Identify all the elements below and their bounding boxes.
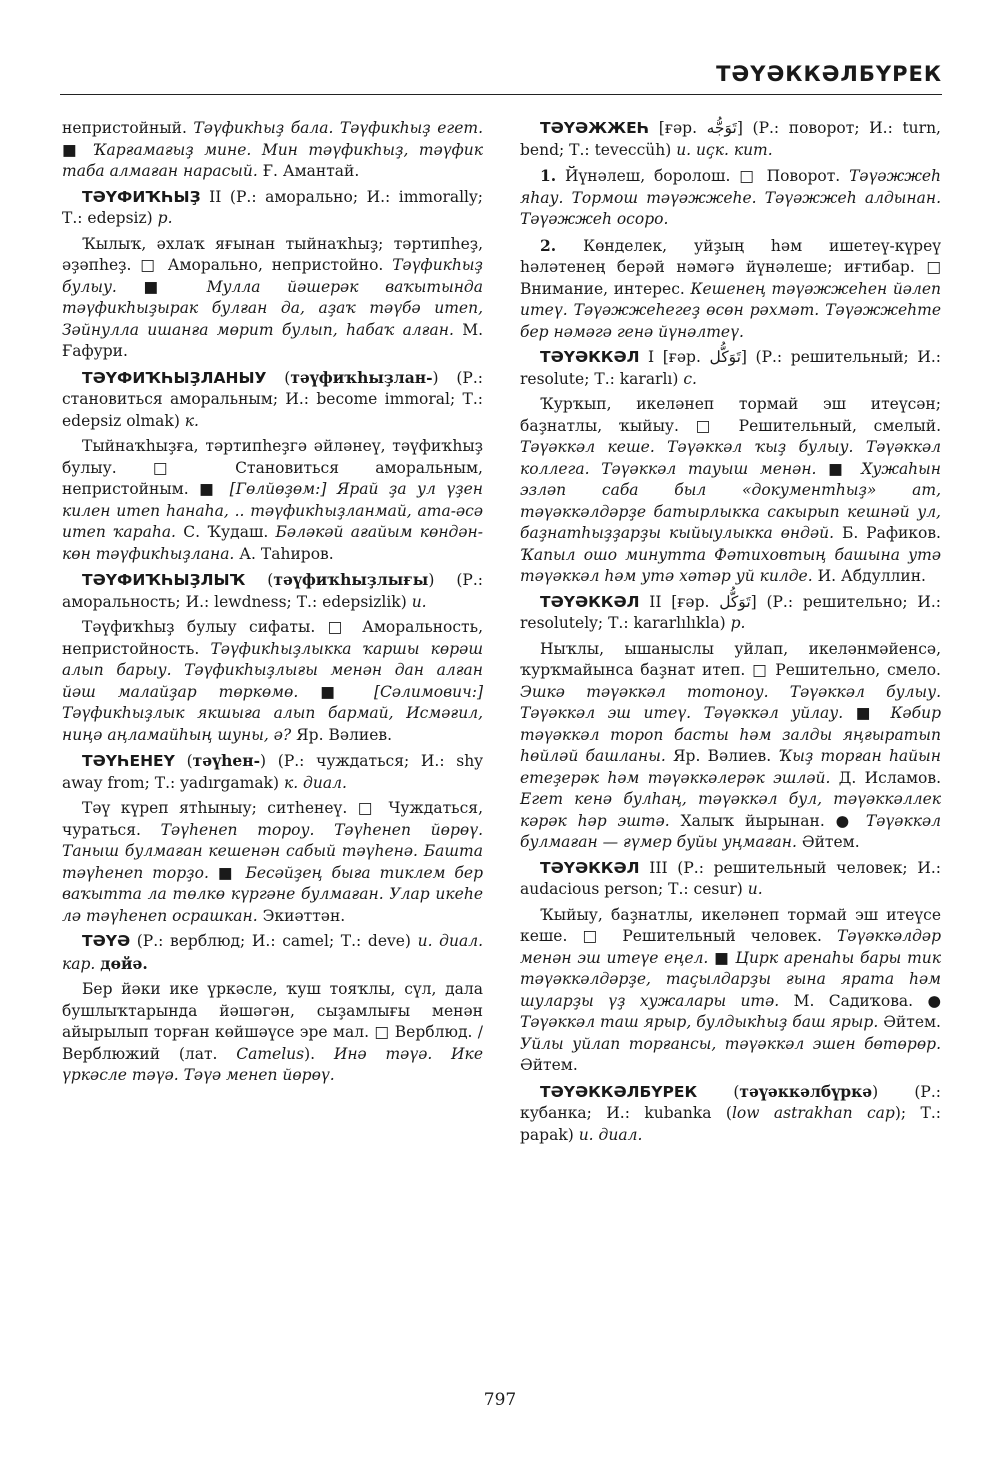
text-segment: ( xyxy=(697,1082,740,1101)
italic-segment: Кәбир тәүәккәл тороп басты һәм залды яңғыратып һөйләй башланы. xyxy=(520,704,941,765)
text-segment: ); Т.: papak) xyxy=(520,1104,942,1144)
continued-text xyxy=(62,118,483,183)
italic-segment: Тәүфикһыҙ бала. Тәүфикһыҙ егет. xyxy=(193,119,484,137)
headword: ТӘҮҺЕНЕҮ xyxy=(82,752,175,770)
text-segment: II [ғәр. تَوَكُّل] (Р.: решительно; И.: resolutely; Т.: kararlılıkla) xyxy=(520,592,941,632)
bold-segment: 2. xyxy=(540,235,557,255)
text-segment: С. Ҡудаш. xyxy=(176,523,276,541)
text-segment: III (Р.: решительный человек; И.: audacious person; Т.: cesur) xyxy=(520,858,941,898)
italic-segment: Camelus xyxy=(236,1044,305,1063)
italic-segment: к. диал. xyxy=(283,773,347,792)
italic-segment: Ҡапыл ошо минутта Фәтиховтың башына утә тәүәккәл һәм утә хәтәр уй килде. xyxy=(520,545,941,585)
text-segment: Тәү күреп ятһыныу; ситһенеү. □ Чуждаться, чураться. xyxy=(62,799,483,839)
bold-segment: дөйә. xyxy=(100,953,148,973)
italic-segment: Тәүәккәл таш ярыр, булдыкһыҙ баш ярыр. xyxy=(520,1013,879,1031)
text-segment: II (Р.: аморально; И.: immorally; Т.: edepsiz) xyxy=(62,187,483,227)
italic-segment: Бесәйҙең быға тиклем бер ваҡытта ла төлкө күргәне булмаған. Улар икеһе лә тәүһенеп осрашкан. xyxy=(62,863,483,925)
text-segment: ) (Р.: чуждаться; И.: shy away from; Т.: yadırgamak) xyxy=(62,752,483,792)
right-column xyxy=(520,118,941,1150)
dictionary-entry xyxy=(520,592,941,635)
headword: ТӘҮФИҠҺЫҘЛАНЫУ xyxy=(82,368,267,387)
headword: ТӘҮӘ xyxy=(82,932,131,950)
italic-segment: Эшкә тәүәккәл тотоноу. Тәүәккәл булыу. Тәүәккәл эш итеү. Тәүәккәл уйлау. xyxy=(520,682,941,722)
text-segment: (Р.: верблюд; И.: camel; Т.: deve) xyxy=(130,932,418,950)
header-rule xyxy=(60,94,942,95)
headword: ТӘҮӘККӘЛ xyxy=(540,348,640,366)
text-segment: ■ xyxy=(708,948,736,967)
text-segment: ■ xyxy=(208,863,246,882)
headword: ТӘҮӘЖЖЕҺ xyxy=(540,119,650,137)
italic-segment: Хужаһын эзләп саба был «документһыҙ» ат, тәүәккәлдәрҙе батырлыкка сакырып кешнәй ул, баҙнатһыҙҙарҙы кыйыулыкка өндәй. xyxy=(520,459,941,542)
text-segment: Әйтем. xyxy=(520,1056,578,1074)
text-segment: Ныҡлы, ышаныслы уйлап, икеләнмәйенсә, ҡурҡмайынса баҙнат итеп. □ Решительно, смело. xyxy=(520,639,941,679)
italic-segment: и. xyxy=(747,880,763,898)
italic-segment: Уйлы уйлап торғансы, тәүәккәл эшен бөтөрөр. xyxy=(520,1034,941,1053)
text-segment: Ҡылыҡ, әхлаҡ яғынан тыйнаҡһыҙ; тәртипһеҙ, әҙәпһеҙ. □ Аморально, непристойно. xyxy=(62,234,483,274)
text-segment: ■ xyxy=(298,682,374,701)
italic-segment: р. xyxy=(730,614,746,632)
text-segment: Экиәттән. xyxy=(257,906,346,925)
italic-segment: Кешенең тәүәжжеһен йәлеп итеү. Тәүәжжеһегеҙ өсөн рәхмәт. Тәүәжжеһте бер нәмәгә генә йүнәлтеү. xyxy=(520,279,942,341)
dictionary-entry xyxy=(62,750,483,794)
italic-segment: Тәүфикһыҙ булыу. xyxy=(62,256,483,296)
text-segment: Көнделек, уйҙың һәм ишетеү-күреү һәләтенең берәй нәмәгә йүнәлеше; иғтибар. □ Внимание, интерес. xyxy=(520,236,941,298)
text-segment: М. Ғафури. xyxy=(62,320,483,360)
definition-paragraph xyxy=(62,798,483,927)
definition-paragraph xyxy=(62,617,483,746)
italic-segment: Егет кенә булһаң, тәүәккәл бул, тәүәккәллек кәрәк һәр эштә. xyxy=(520,790,941,830)
text-segment: ■ xyxy=(816,459,862,478)
definition-paragraph xyxy=(520,639,941,854)
definition-paragraph xyxy=(62,436,483,565)
definition-paragraph xyxy=(62,979,483,1087)
italic-segment: с. xyxy=(683,369,697,388)
bold-segment: тәүфиҡһыҙлығы xyxy=(273,570,429,589)
italic-segment: Ҡарғамағыҙ мине. Мин тәүфикһыҙ, тәүфик таба алмаған нарасый. xyxy=(62,140,483,180)
text-segment: Ғ. Амантай. xyxy=(257,162,360,180)
text-segment: Әйтем. xyxy=(878,1013,941,1031)
dictionary-entry xyxy=(520,858,941,901)
definition-paragraph xyxy=(520,165,941,231)
text-segment: Тыйнаҡһыҙға, тәртипһеҙгә әйләнеү, тәүфиҡһыҙ булыу. □ Становиться аморальным, непристойным. ■ xyxy=(62,437,483,498)
headword: ТӘҮӘККӘЛБҮРЕК xyxy=(540,1082,698,1101)
italic-segment: Тәүфикһыҙлыкка ҡаршы көрәш алып барыу. Тәүфикһыҙлығы менән дан алған йәш малайҙар төркөмө. xyxy=(62,639,483,701)
headword: ТӘҮӘККӘЛ xyxy=(540,592,640,611)
headword: ТӘҮФИҠҺЫҘЛЫҠ xyxy=(82,571,246,589)
italic-segment: [Сәлимович:] Тәүфикһыҙлык якшыға алып бармай, Исмәғил, ниңә аңламайһың шуны, ә? xyxy=(62,682,483,744)
italic-segment: к. xyxy=(184,411,199,430)
italic-segment: и. диал. xyxy=(578,1125,643,1144)
text-segment: ■ xyxy=(843,704,891,722)
dictionary-entry xyxy=(62,569,483,613)
italic-segment: Тәүәккәл кеше. Тәүәккәл ҡыҙ булыу. Тәүәккәл коллега. Тәүәккәл тауыш менән. xyxy=(520,438,941,478)
text-segment: А. Таһиров. xyxy=(234,544,334,563)
text-segment: Б. Рафиков. xyxy=(834,524,941,542)
text-segment: ). xyxy=(304,1044,334,1063)
text-segment: ) (Р.: становиться аморальным; И.: become immoral; Т.: edepsiz olmak) xyxy=(62,368,483,430)
italic-segment: Тәүһенеп тороу. Тәүһенеп йөрөү. Таныш булмаған кешенән сабый тәүһенә. Башта тәүһенеп торҙо. xyxy=(62,820,483,882)
bold-segment: тәүһен- xyxy=(192,751,261,770)
text-segment: ■ xyxy=(116,277,207,296)
text-segment: И. Абдуллин. xyxy=(812,567,926,585)
text-segment: Ҡурҡып, икеләнеп тормай эш итеүсән; баҙнатлы, ҡыйыу. □ Решительный, смелый. xyxy=(520,395,941,435)
definition-paragraph xyxy=(62,234,483,363)
text-segment: Д. Исламов. xyxy=(830,768,941,787)
italic-segment: [Гөлйөҙөм:] Ярай ҙа ул үҙен килен итеп һанаһа, .. тәүфикһыҙланмай, ата-әсә итеп ҡараһа. xyxy=(62,480,483,541)
italic-segment: Цирк аренаһы бары тик тәүәккәлдәрҙе, таҫылдарҙы ғына ярата һәм шуларҙы үҙ хужалары итә. xyxy=(520,948,941,1010)
italic-segment: и. иҫк. кит. xyxy=(676,140,773,159)
headword: ТӘҮФИҠҺЫҘ xyxy=(82,187,201,206)
dictionary-entry xyxy=(62,187,483,230)
text-segment: I [ғәр. تَوَكُّل] (Р.: решительный; И.: resolute; Т.: kararlı) xyxy=(520,348,941,388)
text-segment: ( xyxy=(266,368,291,387)
italic-segment: Тәүәккәл булмаған — ғүмер буйы уңмаған. xyxy=(520,811,942,851)
definition-paragraph xyxy=(520,905,941,1077)
italic-segment: Ҡыҙ торған һайын етеҙерәк һәм тәүәккәлерәк эшләй. xyxy=(520,747,941,787)
italic-segment: Мулла йәшерәк ваҡытында тәүфикһыҙырак булған да, аҙаҡ тәүбә итеп, Зәйнулла ишанға мөрит булып, һабаҡ алған. xyxy=(62,277,483,339)
italic-segment: р. xyxy=(157,209,173,227)
dictionary-entry xyxy=(62,931,483,975)
headword: ТӘҮӘККӘЛ xyxy=(540,858,640,877)
left-column xyxy=(62,118,483,1091)
text-segment: Халыҡ йырынан. ● xyxy=(669,811,866,830)
italic-segment: Бәләкәй ағайым көндән-көн тәүфикһыҙлана. xyxy=(62,523,483,563)
italic-segment: Тәүәжжеһ яһау. Тормош тәүәжжеһе. Тәүәжжеһ алдынан. Тәүәжжеһ осоро. xyxy=(520,167,941,228)
text-segment: непристойный. xyxy=(62,119,194,137)
text-segment: Йүнәлеш, боролош. □ Поворот. xyxy=(556,167,850,185)
text-segment: Әйтем. xyxy=(796,833,860,851)
bold-segment: тәүәккәлбүркә xyxy=(739,1081,873,1101)
italic-segment: и. диал. кар. xyxy=(62,932,483,973)
definition-paragraph xyxy=(520,235,941,344)
text-segment: [ғәр. تَوَجُّه] (Р.: поворот; И.: turn, bend; Т.: teveccüh) xyxy=(520,119,941,159)
italic-segment: low astrakhan cap xyxy=(731,1104,895,1122)
dictionary-entry xyxy=(520,1081,941,1147)
dictionary-entry xyxy=(62,367,483,433)
text-segment: Тәүфиҡһыҙ булыу сифаты. □ Аморальность, непристойность. xyxy=(62,618,483,658)
bold-segment: тәүфиҡһыҙлан- xyxy=(290,367,433,387)
definition-paragraph xyxy=(520,394,941,588)
dictionary-entry xyxy=(520,347,941,390)
italic-segment: и. xyxy=(411,592,427,611)
text-segment: ■ xyxy=(62,140,93,159)
italic-segment: Инә тәүә. Ике үркәсле тәүә. Тәүә менеп йөрөү. xyxy=(62,1044,483,1084)
text-segment: Яр. Вәлиев. xyxy=(665,747,779,765)
italic-segment: Тәүәккәлдәр менән эш итеүе еңел. xyxy=(520,927,941,967)
dictionary-entry xyxy=(520,118,941,161)
running-head: ТӘҮӘККӘЛБҮРЕК xyxy=(716,62,942,86)
text-segment: ) (Р.: кубанка; И.: kubanka ( xyxy=(520,1082,941,1122)
text-segment: М. Садиҡова. ● xyxy=(779,991,941,1010)
text-segment: Ҡыйыу, баҙнатлы, икеләнеп тормай эш итеүсе кеше. □ Решительный человек. xyxy=(520,905,941,945)
bold-segment: 1. xyxy=(540,166,557,185)
text-segment: Яр. Вәлиев. xyxy=(291,725,393,744)
text-segment: ( xyxy=(174,752,193,770)
page-number: 797 xyxy=(483,1390,517,1410)
text-segment: ( xyxy=(245,571,274,589)
text-segment: ) (Р.: аморальность; И.: lewdness; Т.: edepsizlik) xyxy=(62,571,483,611)
text-segment: Бер йәки ике үркәсле, ҡуш тояҡлы, сүл, дала бушлыҡтарында йәшәгән, сыҙамлығы менән айырылып торған көйшәүсе эре мал. □ Верблюд. / Верблюжий (лат. xyxy=(62,980,483,1063)
